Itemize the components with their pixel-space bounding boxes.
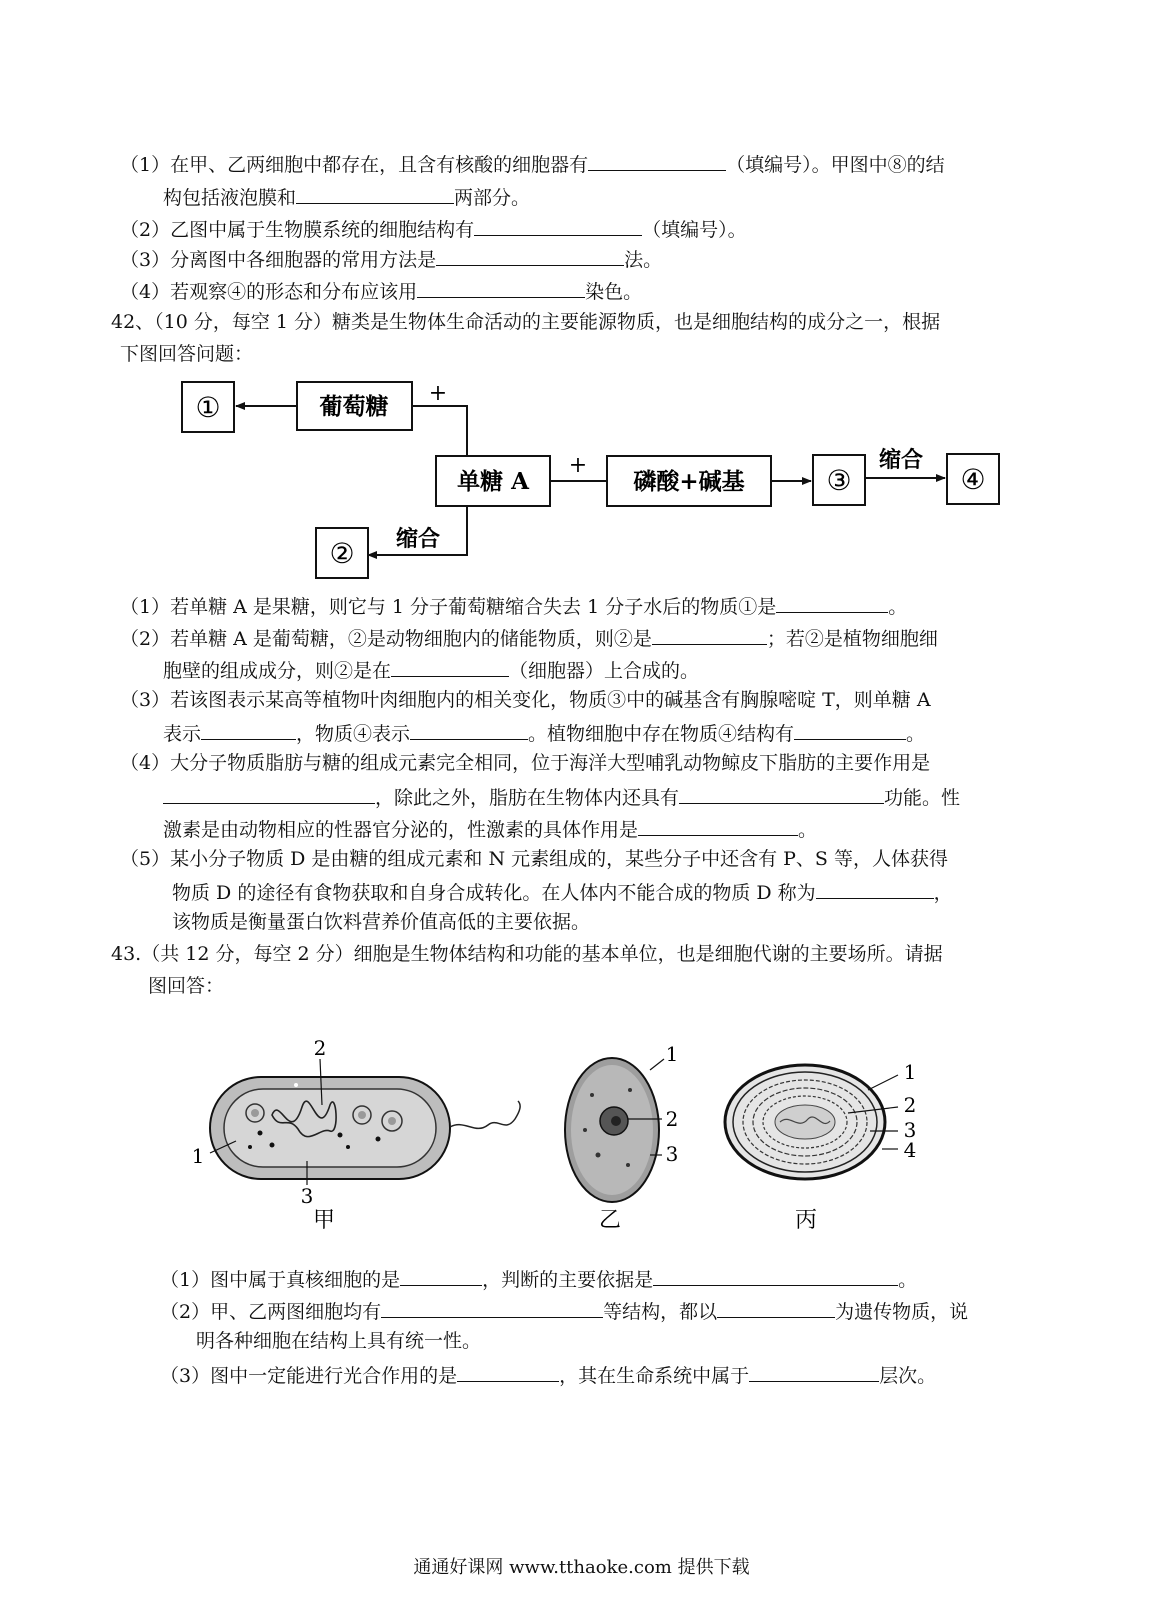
answer-blank[interactable]: [296, 183, 454, 204]
bing-label-1: 1: [903, 1060, 917, 1084]
answer-blank[interactable]: [381, 1297, 603, 1318]
label-glucose: 葡萄糖: [319, 393, 389, 420]
q41-line-4: （3）分离图中各细胞器的常用方法是 法。: [120, 245, 662, 272]
cell-yi: [565, 1058, 664, 1202]
q42-line-10: 物质 D 的途径有食物获取和自身合成转化。在人体内不能合成的物质 D 称为 ，: [172, 878, 953, 905]
q43-line-3: 明各种细胞在结构上具有统一性。: [196, 1330, 482, 1352]
q41-line-2: 构包括液泡膜和 两部分。: [163, 183, 530, 210]
q41-line-5: （4）若观察④的形态和分布应该用 染色。: [120, 277, 642, 304]
answer-blank[interactable]: [653, 1265, 898, 1286]
cell-jia-bacterium: [210, 1059, 520, 1185]
label-mono-a: 单糖 A: [457, 468, 529, 495]
answer-blank[interactable]: [474, 215, 642, 236]
q43-line-1: （1）图中属于真核细胞的是 ，判断的主要依据是 。: [160, 1265, 917, 1292]
label-4: ④: [960, 463, 986, 496]
q41-line-1: （1）在甲、乙两细胞中都存在，且含有核酸的细胞器有 （填编号）。甲图中⑧的结: [120, 150, 945, 177]
q42-line-4: （3）若该图表示某高等植物叶肉细胞内的相关变化，物质③中的碱基含有胸腺嘧啶 T，则单糖 A: [120, 689, 931, 711]
yi-label-2: 2: [665, 1107, 679, 1131]
q42-line-9: （5）某小分子物质 D 是由糖的组成元素和 N 元素组成的，某些分子中还含有 P、S 等，人体获得: [120, 848, 948, 870]
q43-intro-1: 43.（共 12 分，每空 2 分）细胞是生物体结构和功能的基本单位，也是细胞代谢的主要场所。请据: [111, 943, 943, 965]
yi-label-3: 3: [665, 1142, 679, 1166]
caption-jia: 甲: [312, 1208, 336, 1233]
yi-label-1: 1: [665, 1042, 679, 1066]
q43-intro-2: 图回答：: [148, 975, 225, 997]
connector-glucose-mono: [412, 406, 467, 456]
answer-blank[interactable]: [652, 624, 767, 645]
page-footer: 通通好课网 www.tthaoke.com 提供下载: [413, 1557, 750, 1578]
q42-intro-2: 下图回答问题：: [120, 343, 254, 365]
answer-blank[interactable]: [436, 245, 624, 266]
answer-blank[interactable]: [163, 783, 375, 804]
plus-top: +: [428, 381, 448, 406]
q42-line-5: 表示 ，物质④表示 。植物细胞中存在物质④结构有 。: [163, 719, 925, 746]
caption-yi: 乙: [598, 1208, 622, 1233]
q43-line-4: （3）图中一定能进行光合作用的是 ，其在生命系统中属于 层次。: [160, 1361, 936, 1388]
label-3: ③: [826, 464, 852, 497]
bing-label-3: 3: [903, 1118, 917, 1142]
answer-blank[interactable]: [679, 783, 884, 804]
answer-blank[interactable]: [410, 719, 528, 740]
jia-label-3: 3: [300, 1184, 314, 1208]
label-phosphate-base: 磷酸+碱基: [633, 468, 745, 495]
q43-line-2: （2）甲、乙两图细胞均有 等结构，都以 为遗传物质，说: [160, 1297, 968, 1324]
answer-blank[interactable]: [794, 719, 906, 740]
answer-blank[interactable]: [588, 150, 726, 171]
q42-line-6: （4）大分子物质脂肪与糖的组成元素完全相同，位于海洋大型哺乳动物鲸皮下脂肪的主要作用是: [120, 752, 931, 774]
answer-blank[interactable]: [391, 656, 509, 677]
q42-line-7: ，除此之外，脂肪在生物体内还具有 功能。性: [163, 783, 960, 810]
sugar-flow-diagram: [170, 370, 1010, 585]
q41-line-3: （2）乙图中属于生物膜系统的细胞结构有 （填编号）。: [120, 215, 747, 242]
answer-blank[interactable]: [201, 719, 296, 740]
q42-intro-1: 42、（10 分，每空 1 分）糖类是生物体生命活动的主要能源物质，也是细胞结构的成分之一，根据: [111, 311, 941, 333]
answer-blank[interactable]: [776, 592, 888, 613]
answer-blank[interactable]: [749, 1361, 879, 1382]
jia-label-1: 1: [191, 1144, 205, 1168]
caption-bing: 丙: [794, 1208, 818, 1233]
jia-label-2: 2: [313, 1036, 327, 1060]
bing-label-4: 4: [903, 1138, 917, 1162]
q42-line-2: （2）若单糖 A 是葡萄糖，②是动物细胞内的储能物质，则②是 ；若②是植物细胞细: [120, 624, 938, 651]
bing-label-2: 2: [903, 1093, 917, 1117]
answer-blank[interactable]: [638, 815, 798, 836]
plus-middle: +: [568, 453, 588, 478]
cell-bing: [725, 1065, 898, 1179]
answer-blank[interactable]: [417, 277, 585, 298]
condense-bottom: 缩合: [395, 526, 441, 552]
label-1: ①: [195, 391, 221, 424]
answer-blank[interactable]: [717, 1297, 835, 1318]
q42-line-3: 胞壁的组成成分，则②是在 （细胞器）上合成的。: [163, 656, 699, 683]
q42-line-1: （1）若单糖 A 是果糖，则它与 1 分子葡萄糖缩合失去 1 分子水后的物质①是 。: [120, 592, 907, 619]
condense-top: 缩合: [878, 447, 924, 473]
answer-blank[interactable]: [400, 1265, 482, 1286]
q42-line-11: 该物质是衡量蛋白饮料营养价值高低的主要依据。: [172, 911, 591, 933]
cells-figure: [180, 1035, 960, 1235]
label-2: ②: [329, 537, 355, 570]
answer-blank[interactable]: [457, 1361, 559, 1382]
q42-line-8: 激素是由动物相应的性器官分泌的，性激素的具体作用是 。: [163, 815, 817, 842]
answer-blank[interactable]: [816, 878, 934, 899]
